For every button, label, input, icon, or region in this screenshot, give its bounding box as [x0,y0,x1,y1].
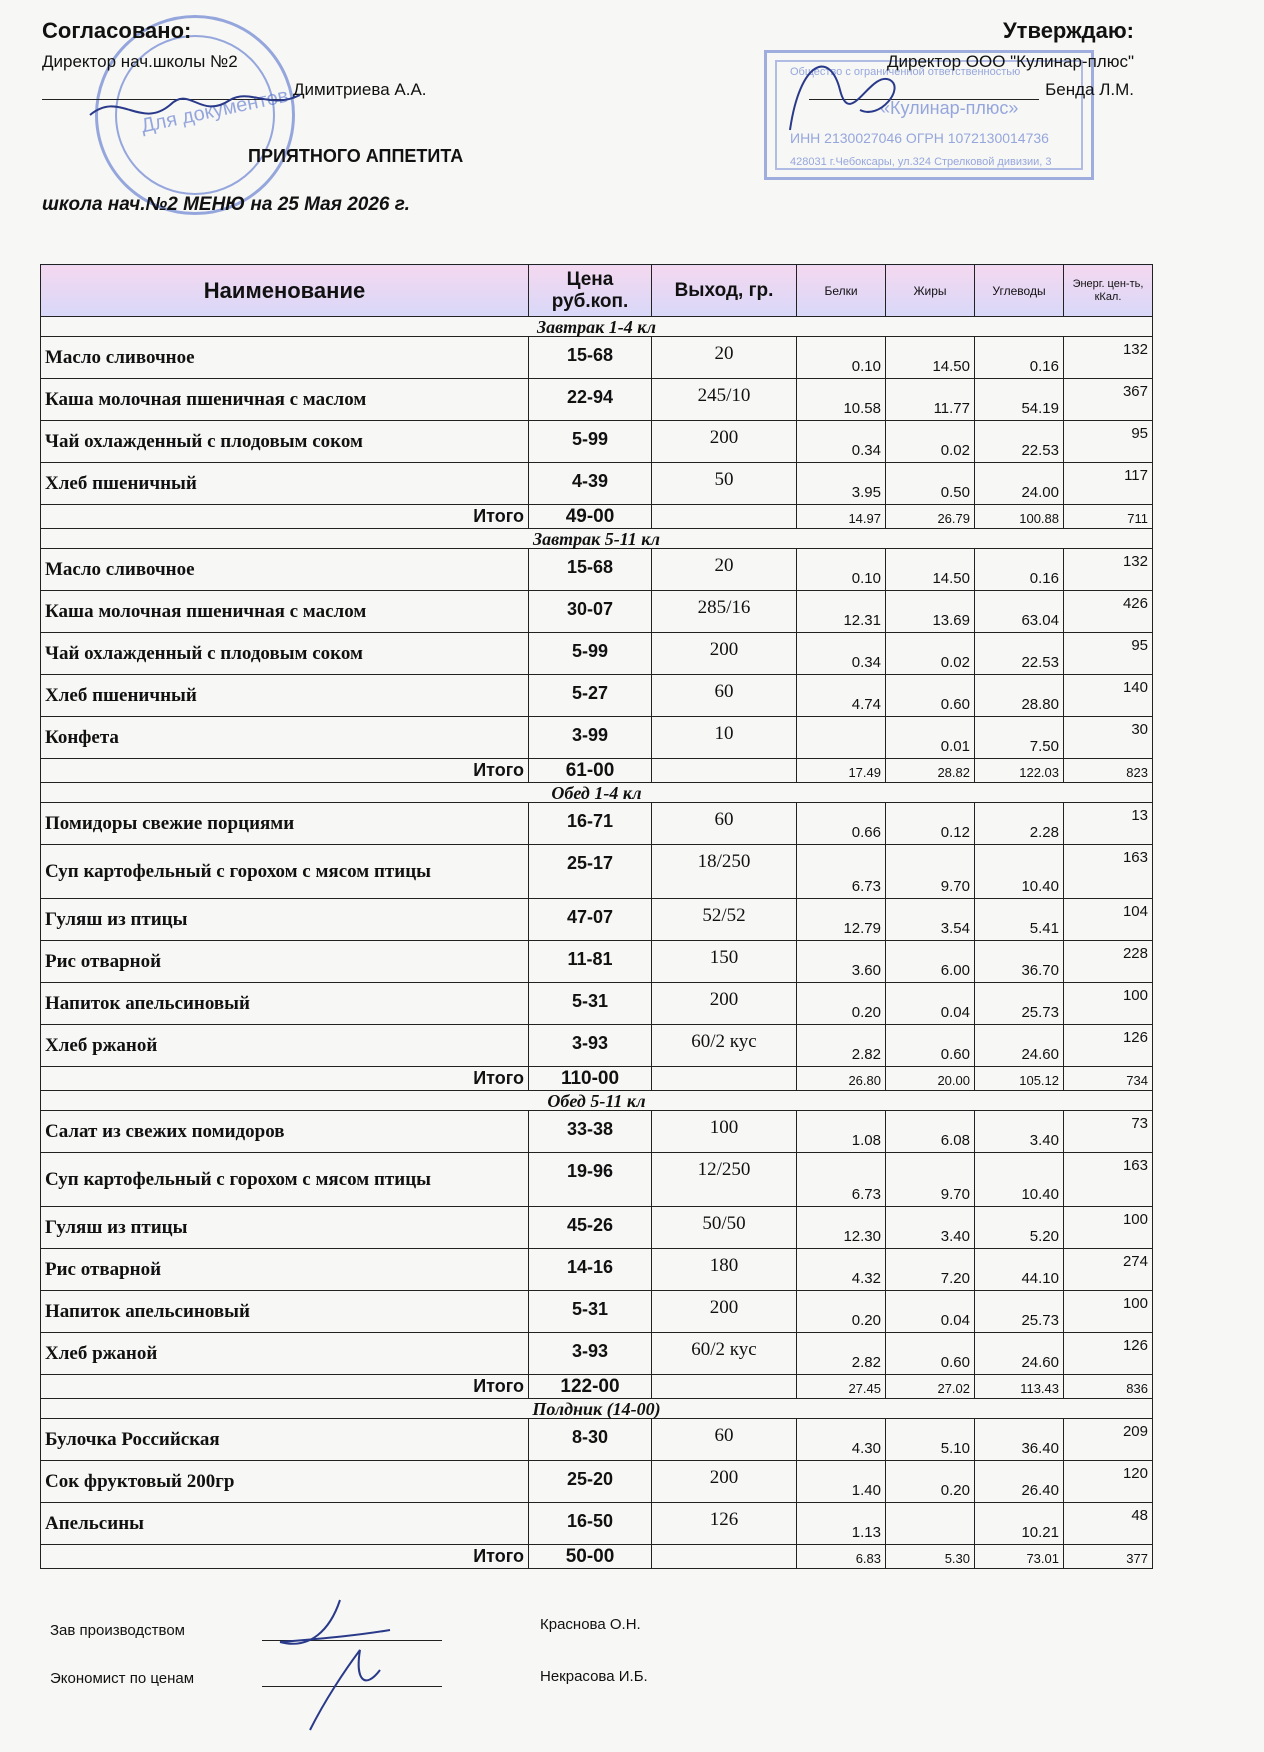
signature-right [770,40,920,150]
total-price: 50-00 [529,1545,652,1569]
dish-output: 200 [652,421,797,463]
dish-fat: 0.60 [886,675,975,717]
dish-output: 200 [652,1291,797,1333]
dish-output: 12/250 [652,1153,797,1207]
section-title: Полдник (14-00) [41,1399,1153,1419]
dish-energy: 48 [1064,1503,1153,1545]
dish-fat: 9.70 [886,1153,975,1207]
total-carbs: 73.01 [975,1545,1064,1569]
dish-energy: 126 [1064,1333,1153,1375]
dish-fat: 6.00 [886,941,975,983]
dish-fat: 0.60 [886,1025,975,1067]
dish-carbs: 54.19 [975,379,1064,421]
total-carbs: 105.12 [975,1067,1064,1091]
dish-fat: 13.69 [886,591,975,633]
dish-name: Масло сливочное [41,549,529,591]
dish-protein: 3.95 [797,463,886,505]
dish-carbs: 10.40 [975,1153,1064,1207]
table-row [41,1249,1153,1291]
dish-fat: 3.54 [886,899,975,941]
dish-carbs: 5.41 [975,899,1064,941]
dish-price: 5-27 [529,675,652,717]
total-output-empty [652,759,797,783]
dish-fat: 0.04 [886,983,975,1025]
total-fat: 20.00 [886,1067,975,1091]
table-row [41,675,1153,717]
dish-output: 60 [652,675,797,717]
dish-name: Булочка Российская [41,1419,529,1461]
table-row [41,549,1153,591]
menu-body [41,317,1153,1569]
dish-price: 11-81 [529,941,652,983]
total-row [41,1545,1153,1569]
dish-name: Напиток апельсиновый [41,983,529,1025]
total-output-empty [652,505,797,529]
dish-energy: 95 [1064,633,1153,675]
dish-fat: 11.77 [886,379,975,421]
table-row [41,337,1153,379]
total-price: 122-00 [529,1375,652,1399]
table-row [41,1333,1153,1375]
dish-carbs: 36.70 [975,941,1064,983]
dish-protein: 0.34 [797,633,886,675]
dish-protein: 3.60 [797,941,886,983]
section-header-row [41,529,1153,549]
dish-energy: 209 [1064,1419,1153,1461]
total-fat: 27.02 [886,1375,975,1399]
dish-energy: 30 [1064,717,1153,759]
dish-fat: 9.70 [886,845,975,899]
dish-carbs: 5.20 [975,1207,1064,1249]
col-price-header: Цена руб.коп. [529,265,652,317]
total-fat: 5.30 [886,1545,975,1569]
dish-fat: 7.20 [886,1249,975,1291]
dish-fat: 14.50 [886,549,975,591]
col-fat-header: Жиры [886,265,975,317]
stamp-company-line: 428031 г.Чебоксары, ул.324 Стрелковой дивизии, 3 [790,156,1052,168]
dish-price: 19-96 [529,1153,652,1207]
total-fat: 28.82 [886,759,975,783]
total-energy: 823 [1064,759,1153,783]
dish-carbs: 0.16 [975,337,1064,379]
table-row [41,983,1153,1025]
total-row [41,759,1153,783]
dish-protein: 0.34 [797,421,886,463]
table-row [41,1111,1153,1153]
agreed-position: Директор нач.школы №2 [42,52,238,71]
dish-price: 47-07 [529,899,652,941]
dish-price: 15-68 [529,549,652,591]
dish-name: Конфета [41,717,529,759]
dish-output: 10 [652,717,797,759]
dish-output: 245/10 [652,379,797,421]
dish-energy: 140 [1064,675,1153,717]
total-label: Итого [41,1067,529,1091]
dish-output: 60 [652,1419,797,1461]
stamp-company-line: Общество с ограниченной ответственностью [790,66,1021,78]
dish-carbs: 25.73 [975,983,1064,1025]
table-row [41,379,1153,421]
approve-title: Утверждаю: [1003,18,1134,43]
dish-name: Каша молочная пшеничная с маслом [41,591,529,633]
total-price: 110-00 [529,1067,652,1091]
total-protein: 17.49 [797,759,886,783]
section-title: Завтрак 1-4 кл [41,317,1153,337]
dish-fat: 0.12 [886,803,975,845]
dish-name: Гуляш из птицы [41,899,529,941]
dish-name: Помидоры свежие порциями [41,803,529,845]
dish-energy: 13 [1064,803,1153,845]
appetite-text: ПРИЯТНОГО АППЕТИТА [248,146,464,166]
dish-output: 180 [652,1249,797,1291]
stamp-company-line: ИНН 2130027046 ОГРН 1072130014736 [790,130,1049,146]
dish-carbs: 24.00 [975,463,1064,505]
total-price: 49-00 [529,505,652,529]
dish-name: Чай охлажденный с плодовым соком [41,421,529,463]
dish-price: 3-99 [529,717,652,759]
dish-protein: 2.82 [797,1025,886,1067]
production-label: Зав производством [50,1622,185,1639]
dish-protein: 0.10 [797,549,886,591]
dish-carbs: 0.16 [975,549,1064,591]
table-row [41,463,1153,505]
dish-protein: 4.30 [797,1419,886,1461]
dish-protein: 2.82 [797,1333,886,1375]
total-energy: 734 [1064,1067,1153,1091]
dish-name: Суп картофельный с горохом с мясом птицы [41,1153,529,1207]
menu-title: школа нач.№2 МЕНЮ на 25 Мая 2026 г. [42,194,410,215]
dish-output: 18/250 [652,845,797,899]
dish-output: 200 [652,633,797,675]
total-label: Итого [41,759,529,783]
dish-energy: 163 [1064,845,1153,899]
dish-energy: 163 [1064,1153,1153,1207]
dish-energy: 120 [1064,1461,1153,1503]
dish-carbs: 44.10 [975,1249,1064,1291]
dish-name: Рис отварной [41,1249,529,1291]
col-protein-header: Белки [797,265,886,317]
dish-name: Хлеб пшеничный [41,675,529,717]
dish-price: 5-99 [529,421,652,463]
agreed-title: Согласовано: [42,18,192,43]
dish-price: 5-31 [529,983,652,1025]
stamp-company-line: «Кулинар-плюс» [880,98,1019,118]
col-name-header: Наименование [41,265,529,317]
dish-name: Чай охлажденный с плодовым соком [41,633,529,675]
dish-price: 8-30 [529,1419,652,1461]
table-row [41,633,1153,675]
dish-carbs: 26.40 [975,1461,1064,1503]
section-title: Завтрак 5-11 кл [41,529,1153,549]
section-title: Обед 5-11 кл [41,1091,1153,1111]
dish-fat: 0.01 [886,717,975,759]
dish-protein [797,717,886,759]
section-title: Обед 1-4 кл [41,783,1153,803]
dish-protein: 10.58 [797,379,886,421]
total-protein: 6.83 [797,1545,886,1569]
dish-carbs: 10.21 [975,1503,1064,1545]
dish-protein: 12.31 [797,591,886,633]
dish-name: Сок фруктовый 200гр [41,1461,529,1503]
total-price: 61-00 [529,759,652,783]
dish-protein: 1.08 [797,1111,886,1153]
table-row [41,421,1153,463]
total-output-empty [652,1067,797,1091]
dish-name: Салат из свежих помидоров [41,1111,529,1153]
total-label: Итого [41,1545,529,1569]
dish-name: Хлеб ржаной [41,1333,529,1375]
dish-carbs: 2.28 [975,803,1064,845]
table-row [41,845,1153,899]
dish-output: 285/16 [652,591,797,633]
menu-table [40,264,1153,1569]
dish-carbs: 10.40 [975,845,1064,899]
total-carbs: 113.43 [975,1375,1064,1399]
dish-protein: 4.74 [797,675,886,717]
section-header-row [41,1091,1153,1111]
dish-price: 5-99 [529,633,652,675]
dish-energy: 73 [1064,1111,1153,1153]
dish-protein: 12.79 [797,899,886,941]
dish-carbs: 24.60 [975,1333,1064,1375]
dish-fat: 0.02 [886,421,975,463]
total-energy: 836 [1064,1375,1153,1399]
dish-name: Хлеб пшеничный [41,463,529,505]
dish-price: 16-50 [529,1503,652,1545]
dish-price: 15-68 [529,337,652,379]
signature-left [80,70,310,140]
dish-fat: 0.02 [886,633,975,675]
dish-output: 126 [652,1503,797,1545]
dish-protein: 0.66 [797,803,886,845]
total-energy: 711 [1064,505,1153,529]
dish-carbs: 63.04 [975,591,1064,633]
table-row [41,1503,1153,1545]
dish-price: 3-93 [529,1333,652,1375]
economist-label: Экономист по ценам [50,1670,195,1687]
dish-fat [886,1503,975,1545]
dish-energy: 95 [1064,421,1153,463]
dish-protein: 6.73 [797,1153,886,1207]
dish-energy: 132 [1064,337,1153,379]
dish-protein: 0.10 [797,337,886,379]
dish-protein: 1.40 [797,1461,886,1503]
dish-energy: 100 [1064,983,1153,1025]
table-row [41,899,1153,941]
table-row [41,1419,1153,1461]
table-row [41,591,1153,633]
table-row [41,1025,1153,1067]
total-row [41,1375,1153,1399]
dish-output: 200 [652,1461,797,1503]
dish-output: 150 [652,941,797,983]
dish-price: 25-20 [529,1461,652,1503]
dish-output: 60/2 кус [652,1333,797,1375]
col-carbs-header: Углеводы [975,265,1064,317]
dish-energy: 367 [1064,379,1153,421]
section-header-row [41,317,1153,337]
table-row [41,1207,1153,1249]
dish-energy: 117 [1064,463,1153,505]
dish-output: 20 [652,549,797,591]
dish-output: 52/52 [652,899,797,941]
total-protein: 26.80 [797,1067,886,1091]
dish-output: 60 [652,803,797,845]
dish-name: Напиток апельсиновый [41,1291,529,1333]
dish-output: 60/2 кус [652,1025,797,1067]
economist-name: Некрасова И.Б. [540,1668,648,1685]
approve-position: Директор ООО "Кулинар-плюс" [886,52,1134,71]
table-row [41,1153,1153,1207]
dish-protein: 6.73 [797,845,886,899]
dish-fat: 5.10 [886,1419,975,1461]
dish-fat: 0.04 [886,1291,975,1333]
total-protein: 14.97 [797,505,886,529]
dish-name: Суп картофельный с горохом с мясом птицы [41,845,529,899]
total-carbs: 100.88 [975,505,1064,529]
dish-price: 3-93 [529,1025,652,1067]
dish-energy: 132 [1064,549,1153,591]
col-output-header: Выход, гр. [652,265,797,317]
dish-name: Хлеб ржаной [41,1025,529,1067]
dish-output: 20 [652,337,797,379]
table-header-row [41,265,1153,317]
dish-carbs: 25.73 [975,1291,1064,1333]
dish-price: 14-16 [529,1249,652,1291]
dish-fat: 14.50 [886,337,975,379]
dish-protein: 0.20 [797,1291,886,1333]
dish-protein: 4.32 [797,1249,886,1291]
dish-energy: 100 [1064,1207,1153,1249]
table-row [41,803,1153,845]
total-energy: 377 [1064,1545,1153,1569]
section-header-row [41,783,1153,803]
total-protein: 27.45 [797,1375,886,1399]
total-fat: 26.79 [886,505,975,529]
dish-carbs: 3.40 [975,1111,1064,1153]
dish-output: 200 [652,983,797,1025]
dish-carbs: 22.53 [975,421,1064,463]
total-row [41,505,1153,529]
dish-carbs: 7.50 [975,717,1064,759]
dish-energy: 274 [1064,1249,1153,1291]
dish-name: Гуляш из птицы [41,1207,529,1249]
dish-name: Масло сливочное [41,337,529,379]
dish-energy: 426 [1064,591,1153,633]
section-header-row [41,1399,1153,1419]
total-carbs: 122.03 [975,759,1064,783]
dish-carbs: 36.40 [975,1419,1064,1461]
dish-price: 45-26 [529,1207,652,1249]
production-name: Краснова О.Н. [540,1616,641,1633]
dish-price: 25-17 [529,845,652,899]
dish-price: 33-38 [529,1111,652,1153]
dish-price: 16-71 [529,803,652,845]
dish-fat: 6.08 [886,1111,975,1153]
table-row [41,941,1153,983]
dish-energy: 126 [1064,1025,1153,1067]
table-row [41,1291,1153,1333]
dish-fat: 3.40 [886,1207,975,1249]
dish-name: Каша молочная пшеничная с маслом [41,379,529,421]
dish-energy: 100 [1064,1291,1153,1333]
dish-energy: 228 [1064,941,1153,983]
total-label: Итого [41,505,529,529]
dish-fat: 0.20 [886,1461,975,1503]
dish-protein: 1.13 [797,1503,886,1545]
dish-protein: 12.30 [797,1207,886,1249]
table-row [41,717,1153,759]
dish-name: Рис отварной [41,941,529,983]
dish-carbs: 28.80 [975,675,1064,717]
dish-fat: 0.50 [886,463,975,505]
dish-carbs: 24.60 [975,1025,1064,1067]
agreed-name: Димитриева А.А. [293,80,427,99]
total-row [41,1067,1153,1091]
dish-output: 50/50 [652,1207,797,1249]
dish-name: Апельсины [41,1503,529,1545]
dish-carbs: 22.53 [975,633,1064,675]
col-energy-header: Энерг. цен-ть, кКал. [1064,265,1153,317]
stamp-school-text: Для документов [139,84,291,138]
total-label: Итого [41,1375,529,1399]
table-row [41,1461,1153,1503]
dish-price: 4-39 [529,463,652,505]
dish-fat: 0.60 [886,1333,975,1375]
total-output-empty [652,1375,797,1399]
dish-output: 100 [652,1111,797,1153]
dish-energy: 104 [1064,899,1153,941]
approve-name: Бенда Л.М. [1045,80,1134,99]
dish-price: 30-07 [529,591,652,633]
dish-price: 22-94 [529,379,652,421]
signature-footer [270,1590,410,1740]
dish-protein: 0.20 [797,983,886,1025]
total-output-empty [652,1545,797,1569]
dish-price: 5-31 [529,1291,652,1333]
dish-output: 50 [652,463,797,505]
